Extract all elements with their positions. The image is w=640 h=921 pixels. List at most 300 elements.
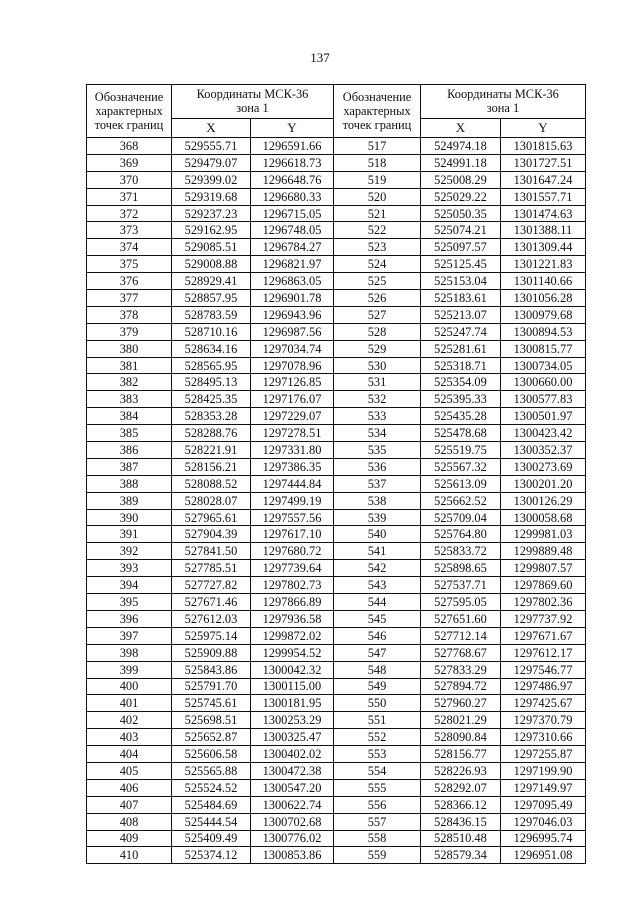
point-id-right: 557 <box>334 813 421 830</box>
x-coord-right: 525050.35 <box>421 205 501 222</box>
point-id-left: 375 <box>87 256 172 273</box>
y-coord-right: 1297486.97 <box>501 678 586 695</box>
label-line-3: точек границ <box>342 118 412 132</box>
table-row <box>87 357 586 374</box>
y-coord-right: 1300501.97 <box>501 408 586 425</box>
table-row <box>87 644 586 661</box>
point-id-left: 390 <box>87 509 172 526</box>
y-coord-right: 1297046.03 <box>501 813 586 830</box>
x-coord-left: 527841.50 <box>172 543 251 560</box>
label-line-3: точек границ <box>94 118 164 132</box>
x-coord-right: 527712.14 <box>421 627 501 644</box>
point-id-left: 410 <box>87 847 172 864</box>
point-id-right: 539 <box>334 509 421 526</box>
x-coord-right: 524991.18 <box>421 154 501 171</box>
point-id-right: 521 <box>334 205 421 222</box>
table-body <box>87 138 586 864</box>
y-coord-right: 1300126.29 <box>501 492 586 509</box>
x-coord-left: 528353.28 <box>172 408 251 425</box>
y-coord-right: 1297199.90 <box>501 762 586 779</box>
y-coord-right: 1300273.69 <box>501 458 586 475</box>
x-coord-right: 525435.28 <box>421 408 501 425</box>
x-coord-left: 527785.51 <box>172 560 251 577</box>
point-id-left: 386 <box>87 442 172 459</box>
y-coord-right: 1301647.24 <box>501 171 586 188</box>
y-coord-right: 1299889.48 <box>501 543 586 560</box>
x-coord-right: 525478.68 <box>421 425 501 442</box>
point-id-right: 525 <box>334 273 421 290</box>
y-coord-left: 1300547.20 <box>251 779 334 796</box>
label-line-2: характерных <box>95 104 163 118</box>
table-row <box>87 273 586 290</box>
group-line-1: Координаты МСК-36 <box>447 87 559 102</box>
x-coord-right: 527595.05 <box>421 594 501 611</box>
y-coord-right: 1299807.57 <box>501 560 586 577</box>
x-coord-right: 527651.60 <box>421 610 501 627</box>
table-row <box>87 509 586 526</box>
x-coord-right: 525097.57 <box>421 239 501 256</box>
point-id-left: 401 <box>87 695 172 712</box>
point-id-left: 380 <box>87 340 172 357</box>
y-coord-left: 1300472.38 <box>251 762 334 779</box>
x-coord-right: 525519.75 <box>421 442 501 459</box>
x-coord-right: 528579.34 <box>421 847 501 864</box>
point-id-left: 409 <box>87 830 172 847</box>
y-coord-right: 1297370.79 <box>501 712 586 729</box>
y-coord-left: 1297034.74 <box>251 340 334 357</box>
table-row <box>87 746 586 763</box>
table-row <box>87 526 586 543</box>
x-coord-left: 525843.86 <box>172 661 251 678</box>
x-coord-left: 525409.49 <box>172 830 251 847</box>
y-coord-right: 1299981.03 <box>501 526 586 543</box>
x-coord-left: 529162.95 <box>172 222 251 239</box>
point-label-header-left <box>87 85 172 138</box>
x-coord-right: 528226.93 <box>421 762 501 779</box>
x-coord-left: 527727.82 <box>172 577 251 594</box>
x-coord-right: 525567.32 <box>421 458 501 475</box>
table-row <box>87 847 586 864</box>
x-coord-left: 528156.21 <box>172 458 251 475</box>
x-coord-right: 527960.27 <box>421 695 501 712</box>
y-coord-right: 1301815.63 <box>501 138 586 155</box>
point-id-left: 408 <box>87 813 172 830</box>
y-coord-left: 1300042.32 <box>251 661 334 678</box>
table-row <box>87 458 586 475</box>
y-coord-right: 1300577.83 <box>501 391 586 408</box>
point-id-left: 407 <box>87 796 172 813</box>
point-id-left: 396 <box>87 610 172 627</box>
point-id-right: 541 <box>334 543 421 560</box>
y-header-left: Y <box>251 118 334 137</box>
y-coord-right: 1301221.83 <box>501 256 586 273</box>
point-id-right: 543 <box>334 577 421 594</box>
x-coord-right: 525029.22 <box>421 188 501 205</box>
x-coord-left: 525524.52 <box>172 779 251 796</box>
point-id-left: 371 <box>87 188 172 205</box>
y-coord-left: 1296821.97 <box>251 256 334 273</box>
y-coord-left: 1296784.27 <box>251 239 334 256</box>
y-coord-right: 1296951.08 <box>501 847 586 864</box>
group-line-2: зона 1 <box>236 101 269 116</box>
point-id-left: 370 <box>87 171 172 188</box>
point-id-left: 373 <box>87 222 172 239</box>
point-id-left: 395 <box>87 594 172 611</box>
point-id-left: 384 <box>87 408 172 425</box>
y-coord-left: 1297078.96 <box>251 357 334 374</box>
x-coord-right: 528292.07 <box>421 779 501 796</box>
x-coord-right: 525898.65 <box>421 560 501 577</box>
y-coord-left: 1297680.72 <box>251 543 334 560</box>
table-row <box>87 577 586 594</box>
y-coord-left: 1297176.07 <box>251 391 334 408</box>
x-coord-left: 528088.52 <box>172 475 251 492</box>
point-id-right: 537 <box>334 475 421 492</box>
group-line-2: зона 1 <box>486 101 520 116</box>
table-row <box>87 779 586 796</box>
point-id-left: 381 <box>87 357 172 374</box>
point-id-left: 368 <box>87 138 172 155</box>
table-row <box>87 560 586 577</box>
table-row <box>87 306 586 323</box>
x-coord-left: 529085.51 <box>172 239 251 256</box>
y-coord-right: 1300352.37 <box>501 442 586 459</box>
table-row <box>87 830 586 847</box>
x-coord-left: 529008.88 <box>172 256 251 273</box>
point-id-left: 389 <box>87 492 172 509</box>
y-coord-left: 1300853.86 <box>251 847 334 864</box>
y-coord-left: 1297802.73 <box>251 577 334 594</box>
x-coord-right: 525153.04 <box>421 273 501 290</box>
y-coord-right: 1301140.66 <box>501 273 586 290</box>
label-line-1: Обозначение <box>342 90 412 104</box>
group-line-1: Координаты МСК-36 <box>196 87 309 102</box>
point-id-right: 531 <box>334 374 421 391</box>
point-id-right: 554 <box>334 762 421 779</box>
page-number: 137 <box>310 50 330 65</box>
table-row <box>87 661 586 678</box>
label-line-1: Обозначение <box>94 90 164 104</box>
x-header-left: X <box>172 118 251 137</box>
x-coord-left: 525652.87 <box>172 729 251 746</box>
y-coord-left: 1297444.84 <box>251 475 334 492</box>
x-coord-left: 528221.91 <box>172 442 251 459</box>
point-id-left: 369 <box>87 154 172 171</box>
x-coord-right: 528021.29 <box>421 712 501 729</box>
table-row <box>87 492 586 509</box>
table-row <box>87 813 586 830</box>
y-coord-left: 1297499.19 <box>251 492 334 509</box>
y-coord-right: 1300894.53 <box>501 323 586 340</box>
point-id-left: 378 <box>87 306 172 323</box>
x-coord-left: 527612.03 <box>172 610 251 627</box>
y-coord-left: 1296943.96 <box>251 306 334 323</box>
y-coord-right: 1297802.36 <box>501 594 586 611</box>
y-coord-right: 1301388.11 <box>501 222 586 239</box>
x-coord-right: 525354.09 <box>421 374 501 391</box>
point-id-right: 530 <box>334 357 421 374</box>
y-coord-left: 1296987.56 <box>251 323 334 340</box>
table-row <box>87 239 586 256</box>
x-coord-left: 529237.23 <box>172 205 251 222</box>
point-id-right: 517 <box>334 138 421 155</box>
table-row <box>87 475 586 492</box>
point-id-right: 540 <box>334 526 421 543</box>
point-id-right: 520 <box>334 188 421 205</box>
point-id-left: 406 <box>87 779 172 796</box>
point-id-left: 387 <box>87 458 172 475</box>
x-coord-right: 525213.07 <box>421 306 501 323</box>
x-coord-right: 525764.80 <box>421 526 501 543</box>
point-id-left: 377 <box>87 290 172 307</box>
x-coord-left: 529555.71 <box>172 138 251 155</box>
y-coord-left: 1296748.05 <box>251 222 334 239</box>
table-row <box>87 205 586 222</box>
point-id-right: 522 <box>334 222 421 239</box>
point-id-right: 533 <box>334 408 421 425</box>
y-coord-left: 1299954.52 <box>251 644 334 661</box>
x-coord-left: 529319.68 <box>172 188 251 205</box>
y-coord-left: 1300115.00 <box>251 678 334 695</box>
point-id-right: 538 <box>334 492 421 509</box>
point-id-right: 547 <box>334 644 421 661</box>
point-id-left: 397 <box>87 627 172 644</box>
x-coord-right: 527537.71 <box>421 577 501 594</box>
point-id-right: 559 <box>334 847 421 864</box>
y-coord-left: 1297617.10 <box>251 526 334 543</box>
x-coord-left: 528634.16 <box>172 340 251 357</box>
table-row <box>87 695 586 712</box>
x-coord-left: 528783.59 <box>172 306 251 323</box>
point-id-left: 382 <box>87 374 172 391</box>
x-coord-right: 528510.48 <box>421 830 501 847</box>
x-coord-right: 525318.71 <box>421 357 501 374</box>
y-coord-left: 1299872.02 <box>251 627 334 644</box>
table-header <box>87 85 586 138</box>
point-id-right: 544 <box>334 594 421 611</box>
table-row <box>87 729 586 746</box>
y-coord-left: 1296591.66 <box>251 138 334 155</box>
point-id-left: 394 <box>87 577 172 594</box>
x-coord-right: 525008.29 <box>421 171 501 188</box>
x-coord-left: 528710.16 <box>172 323 251 340</box>
y-coord-right: 1296995.74 <box>501 830 586 847</box>
y-coord-left: 1300325.47 <box>251 729 334 746</box>
x-coord-right: 525833.72 <box>421 543 501 560</box>
point-id-right: 529 <box>334 340 421 357</box>
x-coord-right: 525281.61 <box>421 340 501 357</box>
table-row <box>87 610 586 627</box>
point-id-left: 404 <box>87 746 172 763</box>
x-coord-left: 528425.35 <box>172 391 251 408</box>
y-coord-left: 1300253.29 <box>251 712 334 729</box>
point-id-left: 385 <box>87 425 172 442</box>
point-id-right: 518 <box>334 154 421 171</box>
x-coord-right: 528436.15 <box>421 813 501 830</box>
y-coord-right: 1300979.68 <box>501 306 586 323</box>
x-coord-left: 529399.02 <box>172 171 251 188</box>
table-row <box>87 627 586 644</box>
y-coord-left: 1297866.89 <box>251 594 334 611</box>
point-id-right: 523 <box>334 239 421 256</box>
y-coord-right: 1301056.28 <box>501 290 586 307</box>
x-coord-left: 525909.88 <box>172 644 251 661</box>
point-id-right: 558 <box>334 830 421 847</box>
y-coord-right: 1300201.20 <box>501 475 586 492</box>
point-id-right: 527 <box>334 306 421 323</box>
point-id-right: 524 <box>334 256 421 273</box>
x-coord-left: 525975.14 <box>172 627 251 644</box>
table-row <box>87 323 586 340</box>
y-coord-left: 1300622.74 <box>251 796 334 813</box>
y-coord-right: 1301557.71 <box>501 188 586 205</box>
table-row <box>87 425 586 442</box>
table-row <box>87 712 586 729</box>
point-id-right: 551 <box>334 712 421 729</box>
y-coord-left: 1296680.33 <box>251 188 334 205</box>
point-id-right: 552 <box>334 729 421 746</box>
point-id-right: 535 <box>334 442 421 459</box>
y-coord-right: 1301727.51 <box>501 154 586 171</box>
y-coord-right: 1300660.00 <box>501 374 586 391</box>
table-row <box>87 762 586 779</box>
label-line-2: характерных <box>343 104 411 118</box>
table-row <box>87 290 586 307</box>
y-coord-right: 1297546.77 <box>501 661 586 678</box>
x-coord-left: 525444.54 <box>172 813 251 830</box>
point-id-right: 548 <box>334 661 421 678</box>
table-row <box>87 796 586 813</box>
table-row <box>87 374 586 391</box>
y-coord-left: 1297557.56 <box>251 509 334 526</box>
point-label-header-right <box>334 85 421 138</box>
table-row <box>87 543 586 560</box>
x-coord-left: 529479.07 <box>172 154 251 171</box>
point-id-left: 398 <box>87 644 172 661</box>
x-coord-right: 525395.33 <box>421 391 501 408</box>
x-coord-right: 527894.72 <box>421 678 501 695</box>
point-id-left: 399 <box>87 661 172 678</box>
x-coord-left: 525606.58 <box>172 746 251 763</box>
y-coord-right: 1301309.44 <box>501 239 586 256</box>
point-id-left: 403 <box>87 729 172 746</box>
x-coord-left: 527904.39 <box>172 526 251 543</box>
y-coord-right: 1297095.49 <box>501 796 586 813</box>
x-coord-right: 528090.84 <box>421 729 501 746</box>
y-coord-left: 1297331.80 <box>251 442 334 459</box>
table-row <box>87 138 586 155</box>
y-coord-right: 1297255.87 <box>501 746 586 763</box>
point-id-right: 553 <box>334 746 421 763</box>
x-coord-right: 528366.12 <box>421 796 501 813</box>
point-id-right: 545 <box>334 610 421 627</box>
x-coord-left: 528288.76 <box>172 425 251 442</box>
x-coord-right: 525125.45 <box>421 256 501 273</box>
point-id-left: 374 <box>87 239 172 256</box>
y-coord-left: 1297229.07 <box>251 408 334 425</box>
point-id-left: 392 <box>87 543 172 560</box>
x-coord-right: 528156.77 <box>421 746 501 763</box>
point-id-left: 391 <box>87 526 172 543</box>
y-coord-right: 1300423.42 <box>501 425 586 442</box>
point-id-right: 542 <box>334 560 421 577</box>
y-coord-right: 1297612.17 <box>501 644 586 661</box>
table-row <box>87 391 586 408</box>
x-coord-right: 524974.18 <box>421 138 501 155</box>
point-id-left: 405 <box>87 762 172 779</box>
x-coord-left: 525484.69 <box>172 796 251 813</box>
x-coord-left: 528028.07 <box>172 492 251 509</box>
table-row <box>87 171 586 188</box>
y-coord-left: 1296901.78 <box>251 290 334 307</box>
y-coord-right: 1297425.67 <box>501 695 586 712</box>
point-id-left: 393 <box>87 560 172 577</box>
y-coord-right: 1297671.67 <box>501 627 586 644</box>
coords-group-header-left <box>172 85 334 119</box>
y-coord-right: 1297869.60 <box>501 577 586 594</box>
x-coord-left: 528857.95 <box>172 290 251 307</box>
point-id-left: 402 <box>87 712 172 729</box>
table-row <box>87 188 586 205</box>
y-coord-right: 1300815.77 <box>501 340 586 357</box>
y-coord-right: 1301474.63 <box>501 205 586 222</box>
y-coord-left: 1300702.68 <box>251 813 334 830</box>
table-row <box>87 340 586 357</box>
x-coord-left: 528495.13 <box>172 374 251 391</box>
table-row <box>87 678 586 695</box>
table-row <box>87 408 586 425</box>
x-coord-right: 527768.67 <box>421 644 501 661</box>
point-id-left: 383 <box>87 391 172 408</box>
table-row <box>87 222 586 239</box>
y-coord-right: 1297310.66 <box>501 729 586 746</box>
x-coord-right: 525613.09 <box>421 475 501 492</box>
point-id-right: 534 <box>334 425 421 442</box>
y-coord-left: 1296648.76 <box>251 171 334 188</box>
y-coord-right: 1300058.68 <box>501 509 586 526</box>
point-id-right: 556 <box>334 796 421 813</box>
x-coord-right: 525074.21 <box>421 222 501 239</box>
point-id-right: 526 <box>334 290 421 307</box>
y-coord-right: 1300734.05 <box>501 357 586 374</box>
y-coord-left: 1297739.64 <box>251 560 334 577</box>
y-coord-left: 1300181.95 <box>251 695 334 712</box>
point-id-right: 555 <box>334 779 421 796</box>
table-row <box>87 256 586 273</box>
x-coord-left: 527965.61 <box>172 509 251 526</box>
table-row <box>87 154 586 171</box>
x-coord-left: 528929.41 <box>172 273 251 290</box>
y-header-right: Y <box>501 118 586 137</box>
y-coord-left: 1296715.05 <box>251 205 334 222</box>
point-id-right: 519 <box>334 171 421 188</box>
coords-group-header-right <box>421 85 586 119</box>
x-coord-left: 525745.61 <box>172 695 251 712</box>
x-coord-left: 528565.95 <box>172 357 251 374</box>
point-id-right: 550 <box>334 695 421 712</box>
y-coord-left: 1297386.35 <box>251 458 334 475</box>
y-coord-right: 1297149.97 <box>501 779 586 796</box>
x-coord-left: 525565.88 <box>172 762 251 779</box>
point-id-right: 546 <box>334 627 421 644</box>
y-coord-left: 1297936.58 <box>251 610 334 627</box>
y-coord-left: 1300776.02 <box>251 830 334 847</box>
table-row <box>87 594 586 611</box>
coordinates-table <box>86 84 586 864</box>
point-id-left: 388 <box>87 475 172 492</box>
point-id-left: 400 <box>87 678 172 695</box>
x-coord-right: 527833.29 <box>421 661 501 678</box>
